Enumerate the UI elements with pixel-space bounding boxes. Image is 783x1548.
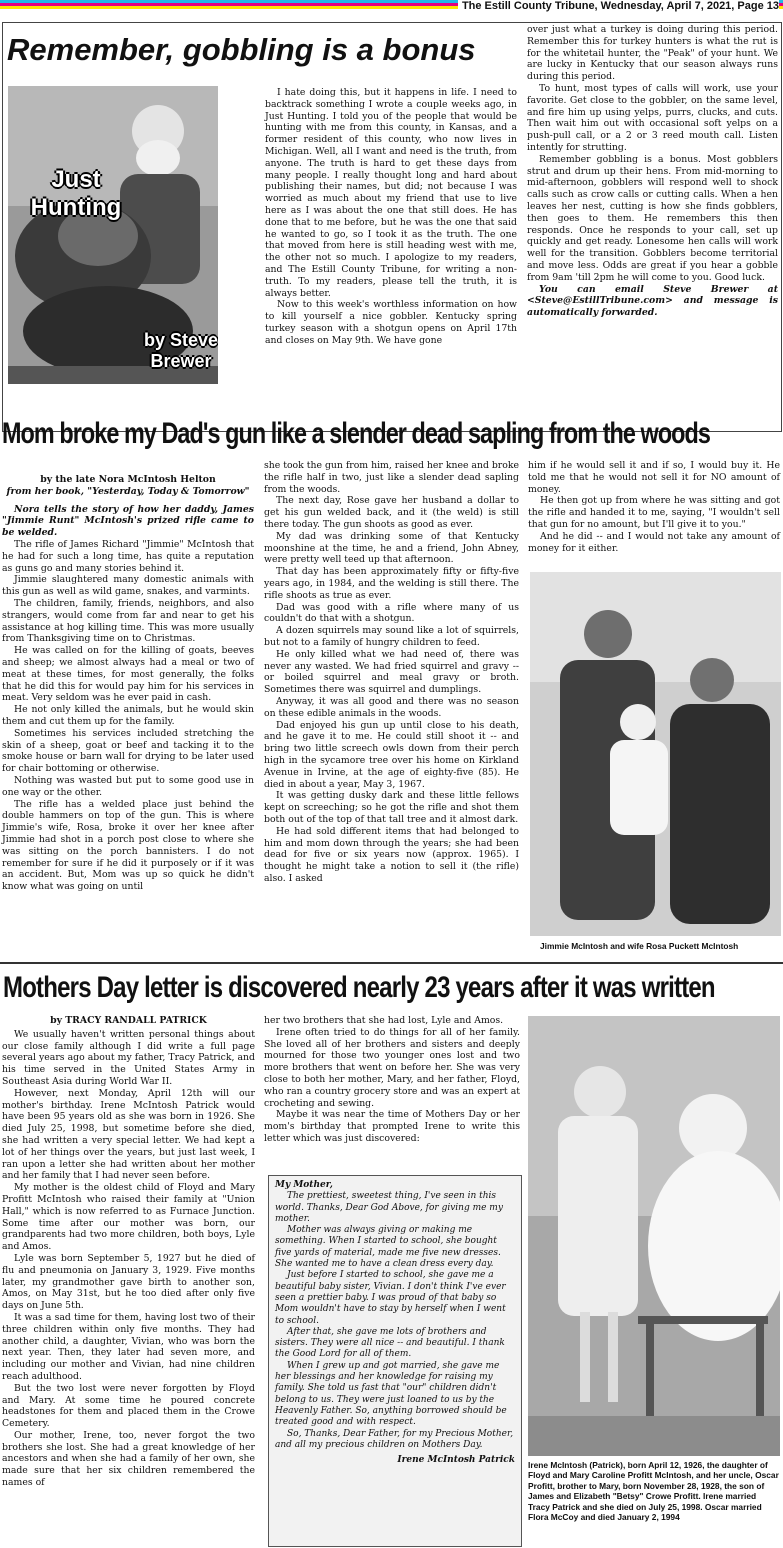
paragraph: It was getting dusky dark and these little fellows kept on screeching; so he got the rifle and shot them both out of the top of that tall tree and it almost dark. bbox=[264, 790, 519, 825]
paragraph: We usually haven't written personal things about our close family although I did write a full page several years ago about my father, Tracy Patrick, and his time served in the United States Army in Southeast Asia during World War II. bbox=[2, 1028, 255, 1087]
column-byline: by Steve Brewer bbox=[143, 330, 218, 371]
section-divider bbox=[0, 962, 783, 964]
letter-paragraph: So, Thanks, Dear Father, for my Precious Mother, and all my precious children on Mothers Day. bbox=[275, 1428, 514, 1450]
paragraph: And he did -- and I would not take any amount of money for it either. bbox=[528, 530, 780, 554]
story2-column-1 bbox=[2, 474, 254, 893]
story1-column-1 bbox=[265, 87, 517, 347]
story3-column-2 bbox=[264, 1015, 520, 1145]
paragraph: The rifle has a welded place just behind the double hammers on top of the gun. This is where Jimmie's wife, Rosa, broke it over her knee after Jimmie had shot in a porch post close to where she was sitting on the porch bannisters. I do not remember for sure if he did it purposely or if it was an accident. But, Mom was up so quick he didn't know what was going on until bbox=[2, 798, 254, 893]
paragraph: He then got up from where he was sitting and got the rifle and handed it to me, saying, "I wouldn't sell that gun for no amount, but I'll give it to you." bbox=[528, 495, 780, 530]
paragraph: Anyway, it was all good and there was no season on these edible animals in the woods. bbox=[264, 695, 519, 719]
paragraph: him if he would sell it and if so, I would buy it. He told me that he would not sell it for NO amount of money. bbox=[528, 460, 780, 495]
paragraph: I hate doing this, but it happens in life. I need to backtrack something I wrote a couple weeks ago, in Just Hunting. I told you of the people that would be hunting with me from this county, in Kansas, and a former resident of this county, who now lives in Michigan. Well, all I want and need is the truth, from anyone. The truth is hard to get these days from many people. I really thought long and hard about publishing their names, but did; not because I was worried as much about my friend that use to live here as I was about the one that still does. He has done that to me before, but he was the one that said he wanted to go, so I took it as the truth. The one that moved from here is still heading west with me, the other not so much. I apologize to my readers, and The Estill County Tribune, for writing a non-truth. To my readers, please tell the truth, it is always better. bbox=[265, 87, 517, 299]
paragraph: she took the gun from him, raised her knee and broke the rifle half in two, just like a slender dead sapling from the woods. bbox=[264, 460, 519, 495]
photo-caption: Jimmie McIntosh and wife Rosa Puckett McIntosh bbox=[540, 941, 739, 951]
story3-column-1 bbox=[2, 1015, 255, 1489]
letter-signature: Irene McIntosh Patrick bbox=[397, 1455, 515, 1466]
story1-headline: Remember, gobbling is a bonus bbox=[7, 32, 476, 67]
paragraph: Sometimes his services included stretching the skin of a sheep, goat or beef and tacking it to the smoke house or barn wall for drying to be later used for chair bottoming or otherwise. bbox=[2, 727, 254, 775]
paragraph: However, next Monday, April 12th will our mother's birthday. Irene McIntosh Patrick would have been 95 years old as she was born in 1926. She died July 25, 1998, but sometime before she died, she had written a very special letter. We had kept a lot of her things over the years, but just last week, I ran upon a letter she had written about her mother and her family that I had never seen before. bbox=[2, 1087, 255, 1182]
paragraph: My dad was drinking some of that Kentucky moonshine at the time, he and a friend, John Abney, were pretty well teed up that afternoon. bbox=[264, 530, 519, 566]
paragraph: Dad was good with a rifle where many of us couldn't do that with a shotgun. bbox=[264, 601, 519, 625]
paragraph: over just what a turkey is doing during this period. Remember this for turkey hunters is what the rut is for the whitetail hunter, the "Peak" of your hunt. We are lucky in Kentucky that our season always runs during this period. bbox=[527, 24, 778, 83]
paragraph: He was called on for the killing of goats, beeves and sheep; we almost always had a meal or two of meat at these times, for most generally, the folks that he did this for would pay him for his services in meat. Very seldom was he ever paid in cash. bbox=[2, 645, 254, 704]
column-logo: Just Hunting bbox=[30, 166, 122, 221]
paragraph: But the two lost were never forgotten by Floyd and Mary. At some time he poured concrete headstones for them and placed them in the Crowe Cemetery. bbox=[2, 1382, 255, 1430]
story2-headline: Mom broke my Dad's gun like a slender dead sapling from the woods bbox=[2, 417, 710, 450]
paragraph: My mother is the oldest child of Floyd and Mary Profitt McIntosh who raised their family at "Union Hall," which is now referred to as Furnace Junction. Some time after our mother was born, our grandparents had two more children, both boys, Lyle and Amos. bbox=[2, 1182, 255, 1253]
paragraph: Lyle was born September 5, 1927 but he died of flu and pneumonia on January 3, 1929. Five months later, my grandmother gave birth to another son, Amos, on May 31st, but he too died after only five days on June 5th. bbox=[2, 1252, 255, 1312]
paragraph: her two brothers that she had lost, Lyle and Amos. bbox=[264, 1015, 504, 1026]
intro: Nora tells the story of how her daddy, James "Jimmie Runt" McIntosh's prized rifle came to be welded. bbox=[2, 503, 254, 539]
masthead-text: The Estill County Tribune, Wednesday, April 7, 2021, Page 13 bbox=[458, 0, 779, 13]
letter-salutation: My Mother, bbox=[275, 1180, 333, 1190]
photo-caption: Irene McIntosh (Patrick), born April 12, 1926, the daughter of Floyd and Mary Caroline Profitt McIntosh, and her uncle, Oscar Profitt, brother to Mary, born November 28, 1928, the son of James and Elizabeth "Betsy" Crowe Profitt. Irene married Tracy Patrick and she died on July 25, 1998. Oscar married Flora McCoy and died January 2, 1994 bbox=[528, 1460, 779, 1523]
paragraph: Nothing was wasted but put to some good use in one way or the other. bbox=[2, 774, 254, 798]
paragraph: That day has been approximately fifty or fifty-five years ago, in 1984, and the welding is still there. The rifle shoots as true as ever. bbox=[264, 566, 519, 601]
family-portrait-image bbox=[530, 572, 781, 936]
paragraph: The children, family, friends, neighbors, and also strangers, would come from far and near to get his assistance at hog killing time. This was more usually from Thanksgiving time on to Christmas. bbox=[2, 597, 254, 645]
mcintosh-family-photo bbox=[530, 572, 781, 936]
paragraph: The next day, Rose gave her husband a dollar to get his gun welded back, and it (the weld) is still there today. The gun shoots as good as ever. bbox=[264, 495, 519, 530]
paragraph: He only killed what we had need of, there was never any wasted. We had fried squirrel and gravy -- or boiled squirrel and meal gravy or broth. Sometimes there was squirrel and dumplings. bbox=[264, 648, 519, 696]
paragraph: He had sold different items that had belonged to him and mom down through the years; she had been dead for five or six years now (approx. 1965). I thought he might take a notion to sell it (the rifle) also. I asked bbox=[264, 825, 519, 884]
paragraph: Our mother, Irene, too, never forgot the two brothers she lost. She had a great knowledge of her ancestors and when she had a family of her own, she made sure that her six children remembered the names of bbox=[2, 1429, 255, 1489]
byline: by TRACY RANDALL PATRICK bbox=[50, 1015, 207, 1026]
paragraph: Remember gobbling is a bonus. Most gobblers strut and drum up their hens. From mid-morning to mid-afternoon, gobblers will respond well to shock calls such as crow calls or cutting calls. When a hen leaves her nest, cutting is how she finds gobblers, then goes to them. He remembers this then responds. Once he responds to your call, set up quickly and get ready. Lonesome hen calls will work well for the transition. Gobblers become territorial and move less. Odds are great if you hear a gobble from 9am 'till 2pm he will come to you. Good luck. bbox=[527, 153, 778, 283]
story2-column-2 bbox=[264, 460, 519, 885]
mothers-day-letter bbox=[268, 1175, 522, 1547]
letter-paragraph: The prettiest, sweetest thing, I've seen in this world. Thanks, Dear God Above, for giving me my mother. bbox=[275, 1191, 503, 1224]
paragraph: To hunt, most types of calls will work, use your favorite. Get close to the gobbler, on the same level, and fire him up using yelps, purrs, clucks, and cuts. Then wait him out with occasional soft yelps on a push-pull call, or a 2 or 3 reed mouth call. Listen intently for strutting. bbox=[527, 82, 778, 153]
paragraph: A dozen squirrels may sound like a lot of squirrels, but not to a family of hungry children to feed. bbox=[264, 625, 519, 648]
paragraph: Maybe it was near the time of Mothers Day or her mom's birthday that prompted Irene to write this letter which was just discovered: bbox=[264, 1109, 520, 1144]
letter-paragraph: Mother was always giving or making me something. When I started to school, she bought five yards of material, made me five new dresses. She wanted me to have a clean dress every day. bbox=[275, 1225, 501, 1270]
email-note: You can email Steve Brewer at <Steve@EstillTribune.com> and message is automatically forwarded. bbox=[527, 283, 778, 319]
paragraph: Irene often tried to do things for all of her family. She loved all of her brothers and sisters and deeply mourned for those two younger ones lost and two more brothers that went on before her. She was very close to both her mother, Mary, and her father, Floyd, who ran a country grocery store and was an expert at crocheting and sewing. bbox=[264, 1026, 520, 1109]
irene-oscar-photo bbox=[528, 1016, 780, 1456]
byline: by the late Nora McIntosh Helton bbox=[40, 474, 216, 485]
hunter-photo bbox=[8, 86, 218, 384]
story2-column-3 bbox=[528, 460, 780, 554]
paragraph: It was a sad time for them, having lost two of their three children within only five months. They had another child, a daughter, Vivian, who was born the next year. Then, they later had seven more, and including our mother and Vivian, had nine children reach adulthood. bbox=[2, 1311, 255, 1382]
paragraph: Dad enjoyed his gun up until close to his death, and he gave it to me. He could still shoot it -- and bring two little screech owls down from their perch high in the sycamore tree over his home on Kirkland Avenue in Irvine, at the age of eighty-five (85). He died in about a year, May 3, 1967. bbox=[264, 719, 519, 790]
children-portrait-image bbox=[528, 1016, 780, 1456]
letter-paragraph: Just before I started to school, she gave me a beautiful baby sister, Vivian. I don't think I've ever seen a prettier baby. I was proud of that baby so Mom wouldn't have to stay by herself when I went to school. bbox=[275, 1270, 506, 1326]
story1-column-2 bbox=[527, 24, 778, 319]
paragraph: He not only killed the animals, but he would skin them and cut them up for the family. bbox=[2, 704, 254, 727]
paragraph: Now to this week's worthless information on how to kill yourself a nice gobbler. Kentucky spring turkey season with a shotgun opens on April 17th and closes on May 9th. We have gone bbox=[265, 299, 517, 346]
paragraph: The rifle of James Richard "Jimmie" McIntosh that he had for such a long time, has quite a reputation as guns go and many stories behind it. bbox=[2, 538, 254, 574]
paragraph: Jimmie slaughtered many domestic animals with this gun as well as wild game, snakes, and varmints. bbox=[2, 574, 254, 598]
story3-headline: Mothers Day letter is discovered nearly 23 years after it was written bbox=[3, 971, 715, 1004]
letter-paragraph: When I grew up and got married, she gave me her blessings and her knowledge for raising my family. She told us fast that "our" children didn't belong to us. They were just loaned to us by the Heavenly Father. So, anything borrowed should be treated good and with respect. bbox=[275, 1360, 507, 1428]
book-title: from her book, "Yesterday, Today & Tomorrow" bbox=[6, 485, 250, 497]
letter-paragraph: After that, she gave me lots of brothers and sisters. They were all nice -- and beautiful. I thank the Good Lord for all of them. bbox=[275, 1326, 505, 1360]
